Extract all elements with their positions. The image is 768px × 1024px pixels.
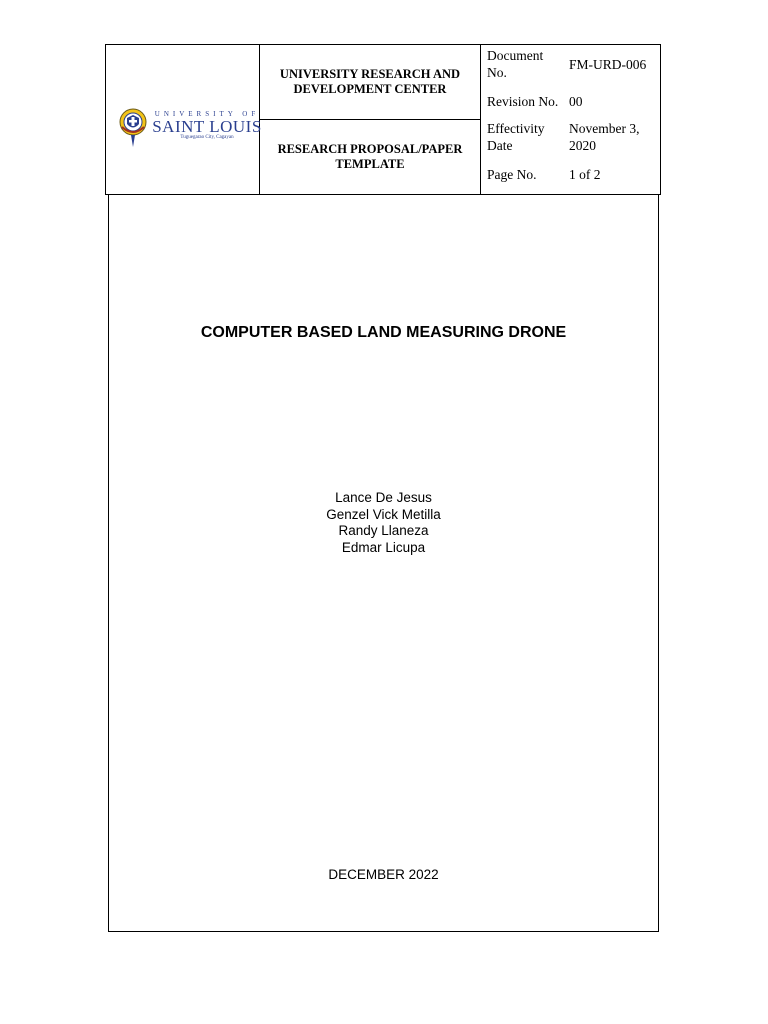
author-name: Lance De Jesus bbox=[335, 490, 432, 505]
author-list bbox=[108, 490, 659, 557]
center-name-cell bbox=[260, 45, 480, 120]
meta-row-effectivity-date bbox=[481, 120, 659, 154]
university-logo bbox=[116, 105, 262, 149]
logo-location: Tuguegarao City, Cagayan bbox=[180, 135, 234, 140]
author-name: Edmar Licupa bbox=[341, 540, 426, 556]
meta-label: Page No. bbox=[487, 167, 537, 182]
meta-value: 1 of 2 bbox=[569, 167, 601, 182]
form-title-cell bbox=[260, 120, 480, 194]
author-name: Randy Llaneza bbox=[338, 523, 429, 539]
document-meta-cell bbox=[481, 45, 659, 194]
document-date: DECEMBER 2022 bbox=[328, 867, 439, 882]
meta-row-page-no bbox=[481, 166, 659, 183]
author-name: Genzel Vick Metilla bbox=[326, 506, 441, 522]
meta-value: 00 bbox=[569, 94, 583, 109]
center-name: UNIVERSITY RESEARCH AND DEVELOPMENT CENTER bbox=[279, 67, 461, 96]
university-seal-icon bbox=[116, 105, 150, 149]
header-title-cell bbox=[260, 45, 481, 194]
meta-row-document-no bbox=[481, 47, 659, 81]
logo-university-name: SAINT LOUIS bbox=[152, 117, 262, 136]
document-title: COMPUTER BASED LAND MEASURING DRONE bbox=[200, 324, 567, 341]
meta-label: Effectivity Date bbox=[487, 121, 545, 153]
logo-university-label: UNIVERSITY OF bbox=[154, 110, 260, 118]
meta-value: FM-URD-006 bbox=[569, 57, 647, 72]
meta-label: Document No. bbox=[487, 48, 544, 80]
meta-label: Revision No. bbox=[487, 94, 559, 109]
logo-wordmark bbox=[151, 110, 263, 141]
document-header-table bbox=[105, 44, 661, 195]
logo-cell bbox=[106, 45, 260, 194]
meta-value: November 3, 2020 bbox=[569, 121, 640, 153]
meta-row-revision-no bbox=[481, 93, 659, 110]
form-title: RESEARCH PROPOSAL/PAPER TEMPLATE bbox=[277, 142, 463, 171]
